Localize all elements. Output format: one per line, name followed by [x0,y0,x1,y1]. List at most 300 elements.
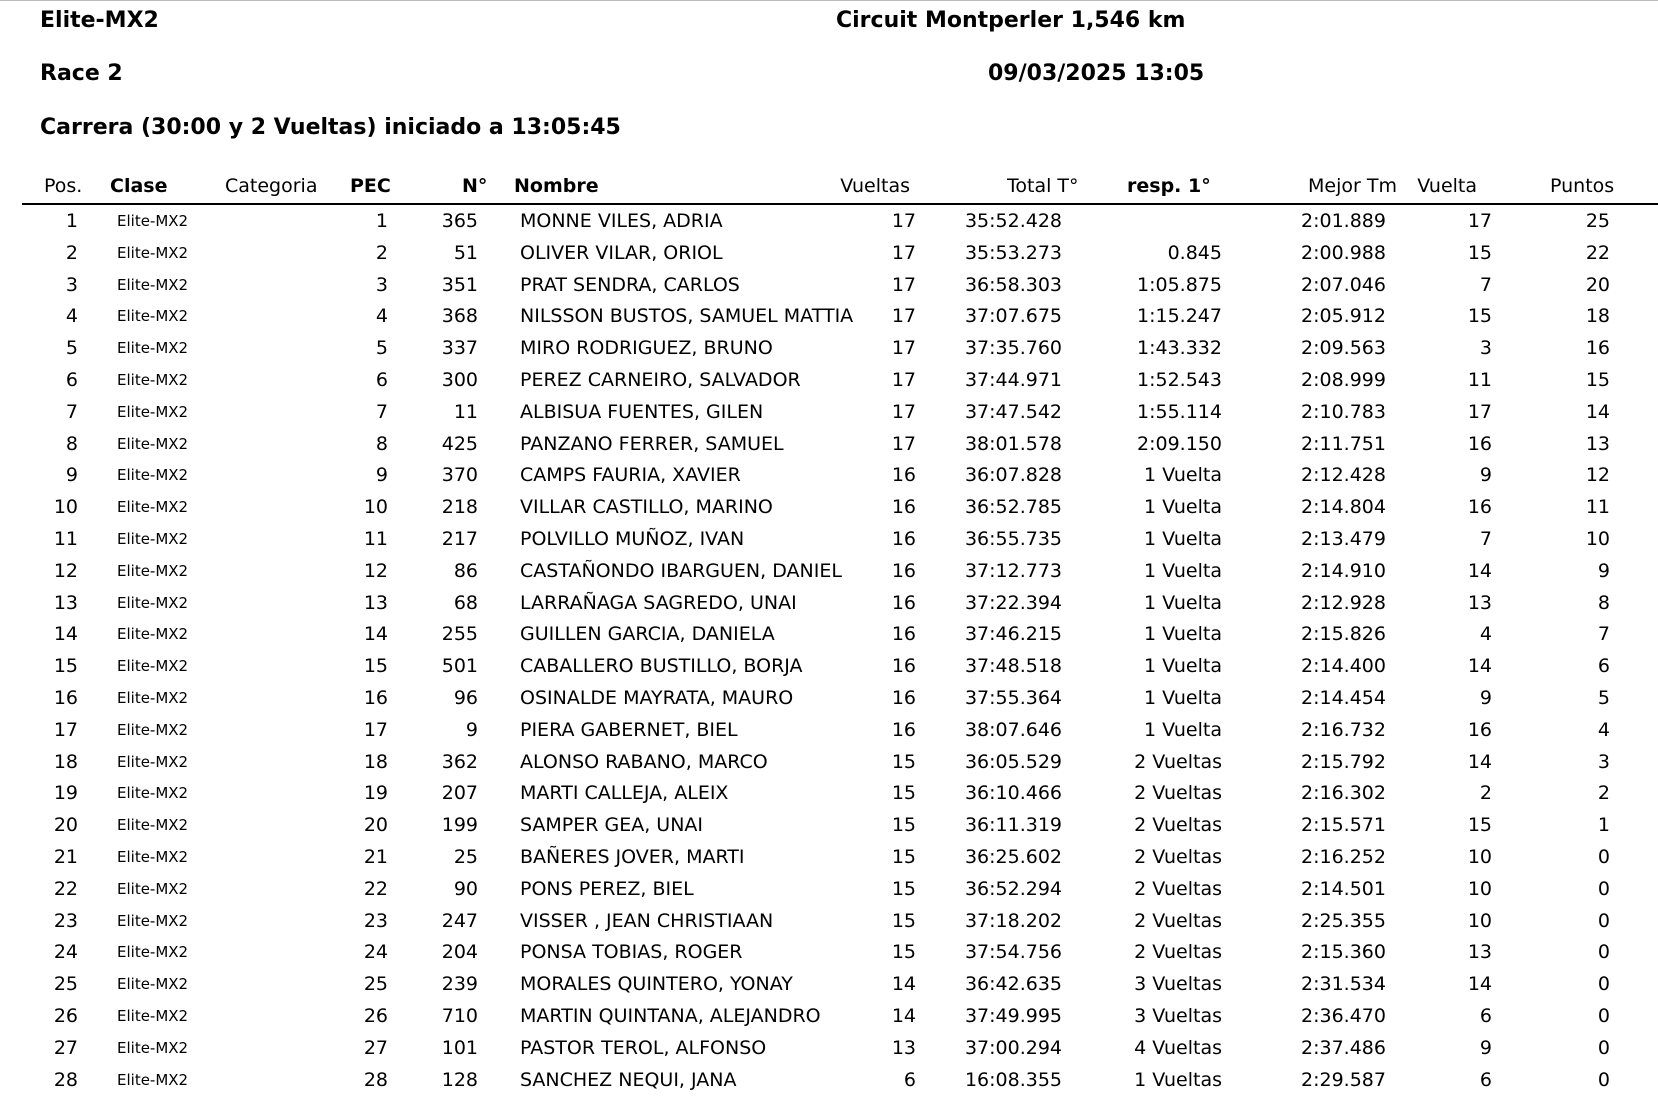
cell-num: 501 [441,655,478,677]
cell-resp: 1:55.114 [1137,401,1222,423]
cell-total: 36:25.602 [964,846,1062,868]
cell-total: 37:49.995 [964,1005,1062,1027]
cell-vuelta: 2 [1479,782,1492,804]
cell-vueltas: 15 [891,910,916,932]
cell-total: 37:35.760 [964,337,1062,359]
col-header-vueltas: Vueltas [840,175,910,197]
cell-nombre: ALBISUA FUENTES, GILEN [520,401,764,423]
cell-resp: 1:15.247 [1137,305,1222,327]
cell-vueltas: 13 [891,1037,916,1059]
cell-pos: 4 [65,305,78,327]
cell-resp: 4 Vueltas [1134,1037,1222,1059]
cell-nombre: POLVILLO MUÑOZ, IVAN [520,528,745,550]
cell-pos: 21 [53,846,78,868]
cell-resp: 1:05.875 [1137,274,1222,296]
cell-mejor: 2:14.400 [1301,655,1386,677]
cell-puntos: 0 [1597,941,1610,963]
cell-num: 710 [441,1005,478,1027]
cell-puntos: 2 [1597,782,1610,804]
cell-puntos: 3 [1597,751,1610,773]
cell-num: 9 [465,719,478,741]
cell-vueltas: 15 [891,814,916,836]
cell-vuelta: 13 [1467,941,1492,963]
cell-pec: 11 [363,528,388,550]
cell-resp: 1 Vuelta [1144,687,1222,709]
cell-vuelta: 9 [1479,464,1492,486]
cell-vuelta: 15 [1467,814,1492,836]
cell-vuelta: 17 [1467,401,1492,423]
col-header-resp: resp. 1° [1127,175,1211,197]
cell-vuelta: 7 [1479,528,1492,550]
cell-vuelta: 14 [1467,655,1492,677]
col-header-pos: Pos. [44,175,83,197]
cell-num: 425 [441,433,478,455]
cell-clase: Elite-MX2 [117,244,189,262]
cell-vueltas: 16 [891,592,916,614]
cell-clase: Elite-MX2 [117,1039,189,1057]
cell-clase: Elite-MX2 [117,594,189,612]
cell-pos: 6 [65,369,78,391]
cell-resp: 1 Vuelta [1144,528,1222,550]
cell-mejor: 2:16.732 [1301,719,1386,741]
cell-pos: 2 [65,242,78,264]
cell-resp: 1:43.332 [1137,337,1222,359]
cell-total: 37:00.294 [964,1037,1062,1059]
cell-nombre: VILLAR CASTILLO, MARINO [520,496,773,518]
cell-vueltas: 14 [891,973,916,995]
cell-mejor: 2:15.826 [1301,623,1386,645]
cell-pos: 3 [65,274,78,296]
cell-vueltas: 16 [891,719,916,741]
cell-mejor: 2:11.751 [1301,433,1386,455]
cell-clase: Elite-MX2 [117,880,189,898]
cell-puntos: 22 [1585,242,1610,264]
cell-pec: 6 [375,369,388,391]
cell-total: 37:46.215 [964,623,1062,645]
cell-mejor: 2:12.428 [1301,464,1386,486]
cell-resp: 1 Vuelta [1144,655,1222,677]
cell-nombre: CAMPS FAURIA, XAVIER [520,464,741,486]
cell-resp: 2 Vueltas [1134,814,1222,836]
cell-nombre: MONNE VILES, ADRIA [520,210,723,232]
cell-vueltas: 14 [891,1005,916,1027]
cell-num: 128 [441,1069,478,1091]
cell-total: 36:10.466 [964,782,1062,804]
cell-nombre: PASTOR TEROL, ALFONSO [520,1037,767,1059]
cell-pec: 12 [363,560,388,582]
cell-clase: Elite-MX2 [117,975,189,993]
cell-total: 16:08.355 [964,1069,1062,1091]
cell-total: 37:44.971 [964,369,1062,391]
cell-pos: 25 [53,973,78,995]
cell-mejor: 2:12.928 [1301,592,1386,614]
cell-vueltas: 17 [891,337,916,359]
cell-pec: 3 [375,274,388,296]
col-header-nombre: Nombre [514,175,599,197]
cell-pec: 19 [363,782,388,804]
cell-vuelta: 17 [1467,210,1492,232]
cell-vueltas: 17 [891,401,916,423]
col-header-total: Total T° [1007,175,1079,197]
col-header-vuelta: Vuelta [1417,175,1477,197]
cell-vuelta: 9 [1479,1037,1492,1059]
cell-clase: Elite-MX2 [117,530,189,548]
cell-puntos: 5 [1597,687,1610,709]
cell-pec: 26 [363,1005,388,1027]
cell-num: 255 [441,623,478,645]
cell-resp: 1 Vuelta [1144,623,1222,645]
cell-puntos: 13 [1585,433,1610,455]
cell-pec: 1 [375,210,388,232]
cell-nombre: CASTAÑONDO IBARGUEN, DANIEL [520,560,842,582]
cell-clase: Elite-MX2 [117,276,189,294]
cell-pos: 20 [53,814,78,836]
cell-resp: 2 Vueltas [1134,751,1222,773]
cell-puntos: 0 [1597,846,1610,868]
cell-clase: Elite-MX2 [117,212,189,230]
cell-vueltas: 15 [891,941,916,963]
cell-pos: 27 [53,1037,78,1059]
cell-num: 51 [453,242,478,264]
cell-num: 25 [453,846,478,868]
cell-resp: 1 Vuelta [1144,496,1222,518]
cell-mejor: 2:08.999 [1301,369,1386,391]
cell-mejor: 2:14.454 [1301,687,1386,709]
cell-clase: Elite-MX2 [117,498,189,516]
cell-num: 68 [453,592,478,614]
col-header-categoria: Categoria [225,175,318,197]
cell-pec: 14 [363,623,388,645]
cell-nombre: VISSER , JEAN CHRISTIAAN [520,910,774,932]
cell-vueltas: 16 [891,464,916,486]
cell-mejor: 2:14.910 [1301,560,1386,582]
cell-puntos: 20 [1585,274,1610,296]
cell-resp: 1 Vueltas [1134,1069,1222,1091]
cell-mejor: 2:15.792 [1301,751,1386,773]
cell-total: 37:54.756 [964,941,1062,963]
cell-pec: 4 [375,305,388,327]
col-header-puntos: Puntos [1550,175,1615,197]
cell-mejor: 2:16.302 [1301,782,1386,804]
cell-total: 36:05.529 [964,751,1062,773]
cell-num: 101 [441,1037,478,1059]
cell-nombre: OLIVER VILAR, ORIOL [520,242,723,264]
cell-pos: 9 [65,464,78,486]
cell-num: 300 [441,369,478,391]
cell-resp: 3 Vueltas [1134,973,1222,995]
cell-vuelta: 11 [1467,369,1492,391]
cell-nombre: PRAT SENDRA, CARLOS [520,274,740,296]
cell-puntos: 16 [1585,337,1610,359]
cell-pec: 27 [363,1037,388,1059]
cell-vueltas: 17 [891,242,916,264]
cell-vueltas: 17 [891,369,916,391]
cell-pec: 10 [363,496,388,518]
cell-pec: 5 [375,337,388,359]
cell-num: 351 [441,274,478,296]
cell-clase: Elite-MX2 [117,784,189,802]
cell-clase: Elite-MX2 [117,625,189,643]
cell-puntos: 0 [1597,1037,1610,1059]
cell-pos: 19 [53,782,78,804]
cell-pec: 23 [363,910,388,932]
cell-nombre: NILSSON BUSTOS, SAMUEL MATTIA [520,305,854,327]
cell-puntos: 0 [1597,1069,1610,1091]
cell-clase: Elite-MX2 [117,1071,189,1089]
cell-pos: 17 [53,719,78,741]
cell-pos: 22 [53,878,78,900]
cell-total: 37:07.675 [964,305,1062,327]
cell-total: 35:53.273 [964,242,1062,264]
cell-num: 199 [441,814,478,836]
cell-total: 36:55.735 [964,528,1062,550]
cell-nombre: GUILLEN GARCIA, DANIELA [520,623,775,645]
cell-clase: Elite-MX2 [117,562,189,580]
cell-pec: 8 [375,433,388,455]
cell-puntos: 15 [1585,369,1610,391]
cell-num: 368 [441,305,478,327]
cell-clase: Elite-MX2 [117,753,189,771]
cell-mejor: 2:05.912 [1301,305,1386,327]
cell-pec: 28 [363,1069,388,1091]
cell-nombre: PANZANO FERRER, SAMUEL [520,433,784,455]
cell-vuelta: 3 [1479,337,1492,359]
cell-vueltas: 16 [891,560,916,582]
cell-nombre: CABALLERO BUSTILLO, BORJA [520,655,803,677]
circuit-title: Circuit Montperler 1,546 km [836,8,1186,33]
cell-nombre: MORALES QUINTERO, YONAY [520,973,793,995]
cell-vueltas: 15 [891,846,916,868]
cell-puntos: 0 [1597,910,1610,932]
cell-vuelta: 7 [1479,274,1492,296]
cell-puntos: 14 [1585,401,1610,423]
cell-num: 362 [441,751,478,773]
cell-clase: Elite-MX2 [117,721,189,739]
cell-pec: 9 [375,464,388,486]
cell-vueltas: 16 [891,623,916,645]
cell-clase: Elite-MX2 [117,1007,189,1025]
cell-pec: 22 [363,878,388,900]
cell-nombre: LARRAÑAGA SAGREDO, UNAI [520,592,797,614]
cell-mejor: 2:10.783 [1301,401,1386,423]
cell-mejor: 2:14.501 [1301,878,1386,900]
cell-pec: 21 [363,846,388,868]
cell-mejor: 2:16.252 [1301,846,1386,868]
cell-pec: 17 [363,719,388,741]
cell-clase: Elite-MX2 [117,339,189,357]
cell-clase: Elite-MX2 [117,657,189,675]
cell-resp: 0.845 [1167,242,1222,264]
cell-clase: Elite-MX2 [117,848,189,866]
cell-vuelta: 16 [1467,433,1492,455]
cell-pos: 7 [65,401,78,423]
cell-total: 37:12.773 [964,560,1062,582]
cell-pec: 20 [363,814,388,836]
cell-clase: Elite-MX2 [117,371,189,389]
cell-vueltas: 15 [891,751,916,773]
cell-resp: 2 Vueltas [1134,910,1222,932]
cell-pos: 16 [53,687,78,709]
header-rule [22,203,1658,205]
cell-num: 204 [441,941,478,963]
cell-vuelta: 10 [1467,910,1492,932]
cell-vuelta: 15 [1467,305,1492,327]
cell-nombre: PIERA GABERNET, BIEL [520,719,738,741]
cell-vuelta: 9 [1479,687,1492,709]
cell-total: 38:07.646 [964,719,1062,741]
cell-mejor: 2:15.571 [1301,814,1386,836]
cell-total: 36:42.635 [964,973,1062,995]
cell-mejor: 2:31.534 [1301,973,1386,995]
cell-vuelta: 14 [1467,973,1492,995]
cell-mejor: 2:25.355 [1301,910,1386,932]
cell-resp: 2 Vueltas [1134,782,1222,804]
cell-pos: 1 [65,210,78,232]
cell-nombre: MIRO RODRIGUEZ, BRUNO [520,337,773,359]
page-top-border [0,0,1658,1]
cell-total: 37:55.364 [964,687,1062,709]
cell-total: 36:52.294 [964,878,1062,900]
cell-vuelta: 6 [1479,1069,1492,1091]
cell-puntos: 12 [1585,464,1610,486]
cell-resp: 1:52.543 [1137,369,1222,391]
cell-clase: Elite-MX2 [117,435,189,453]
cell-vueltas: 17 [891,274,916,296]
cell-vuelta: 16 [1467,496,1492,518]
cell-num: 365 [441,210,478,232]
cell-total: 36:52.785 [964,496,1062,518]
cell-clase: Elite-MX2 [117,307,189,325]
cell-resp: 1 Vuelta [1144,464,1222,486]
cell-num: 207 [441,782,478,804]
cell-puntos: 18 [1585,305,1610,327]
cell-vuelta: 15 [1467,242,1492,264]
cell-nombre: OSINALDE MAYRATA, MAURO [520,687,794,709]
cell-num: 11 [453,401,478,423]
cell-vueltas: 15 [891,782,916,804]
cell-pos: 23 [53,910,78,932]
cell-mejor: 2:29.587 [1301,1069,1386,1091]
cell-clase: Elite-MX2 [117,466,189,484]
cell-puntos: 9 [1597,560,1610,582]
cell-nombre: SAMPER GEA, UNAI [520,814,704,836]
cell-puntos: 11 [1585,496,1610,518]
cell-vuelta: 13 [1467,592,1492,614]
cell-num: 86 [453,560,478,582]
col-header-num: N° [462,175,488,197]
cell-total: 37:48.518 [964,655,1062,677]
cell-pec: 2 [375,242,388,264]
cell-pec: 25 [363,973,388,995]
cell-num: 247 [441,910,478,932]
cell-puntos: 7 [1597,623,1610,645]
cell-vueltas: 17 [891,210,916,232]
cell-mejor: 2:13.479 [1301,528,1386,550]
cell-pos: 8 [65,433,78,455]
cell-puntos: 6 [1597,655,1610,677]
cell-vueltas: 6 [903,1069,916,1091]
cell-pos: 24 [53,941,78,963]
cell-num: 370 [441,464,478,486]
cell-mejor: 2:15.360 [1301,941,1386,963]
col-header-clase: Clase [110,175,168,197]
cell-total: 36:11.319 [964,814,1062,836]
cell-resp: 2 Vueltas [1134,878,1222,900]
cell-pos: 26 [53,1005,78,1027]
cell-nombre: ALONSO RABANO, MARCO [520,751,768,773]
cell-pos: 12 [53,560,78,582]
cell-vuelta: 10 [1467,878,1492,900]
cell-pec: 24 [363,941,388,963]
cell-resp: 1 Vuelta [1144,592,1222,614]
cell-vuelta: 4 [1479,623,1492,645]
cell-total: 37:22.394 [964,592,1062,614]
class-title: Elite-MX2 [40,8,159,33]
cell-pos: 13 [53,592,78,614]
cell-puntos: 25 [1585,210,1610,232]
cell-num: 337 [441,337,478,359]
cell-total: 36:58.303 [964,274,1062,296]
cell-nombre: PONSA TOBIAS, ROGER [520,941,743,963]
cell-clase: Elite-MX2 [117,816,189,834]
cell-pec: 15 [363,655,388,677]
cell-pec: 16 [363,687,388,709]
race-datetime: 09/03/2025 13:05 [988,61,1205,86]
cell-num: 218 [441,496,478,518]
cell-num: 90 [453,878,478,900]
cell-num: 239 [441,973,478,995]
cell-total: 37:18.202 [964,910,1062,932]
cell-mejor: 2:01.889 [1301,210,1386,232]
cell-vueltas: 16 [891,687,916,709]
cell-puntos: 0 [1597,878,1610,900]
cell-mejor: 2:37.486 [1301,1037,1386,1059]
cell-clase: Elite-MX2 [117,912,189,930]
cell-pos: 28 [53,1069,78,1091]
cell-mejor: 2:09.563 [1301,337,1386,359]
cell-nombre: SANCHEZ NEQUI, JANA [520,1069,737,1091]
session-info: Carrera (30:00 y 2 Vueltas) iniciado a 13:05:45 [40,115,621,140]
cell-pos: 11 [53,528,78,550]
cell-total: 37:47.542 [964,401,1062,423]
cell-total: 38:01.578 [964,433,1062,455]
cell-resp: 2:09.150 [1137,433,1222,455]
cell-resp: 1 Vuelta [1144,560,1222,582]
cell-mejor: 2:36.470 [1301,1005,1386,1027]
cell-vueltas: 16 [891,496,916,518]
cell-puntos: 0 [1597,1005,1610,1027]
cell-pec: 13 [363,592,388,614]
cell-clase: Elite-MX2 [117,689,189,707]
cell-nombre: PEREZ CARNEIRO, SALVADOR [520,369,801,391]
cell-vuelta: 14 [1467,751,1492,773]
cell-pos: 14 [53,623,78,645]
cell-resp: 2 Vueltas [1134,846,1222,868]
cell-pos: 15 [53,655,78,677]
cell-vueltas: 17 [891,433,916,455]
cell-resp: 2 Vueltas [1134,941,1222,963]
cell-vuelta: 16 [1467,719,1492,741]
cell-total: 36:07.828 [964,464,1062,486]
cell-mejor: 2:14.804 [1301,496,1386,518]
col-header-mejor: Mejor Tm [1308,175,1397,197]
cell-pos: 18 [53,751,78,773]
cell-vueltas: 16 [891,528,916,550]
cell-clase: Elite-MX2 [117,403,189,421]
cell-pos: 5 [65,337,78,359]
cell-puntos: 0 [1597,973,1610,995]
cell-vuelta: 14 [1467,560,1492,582]
